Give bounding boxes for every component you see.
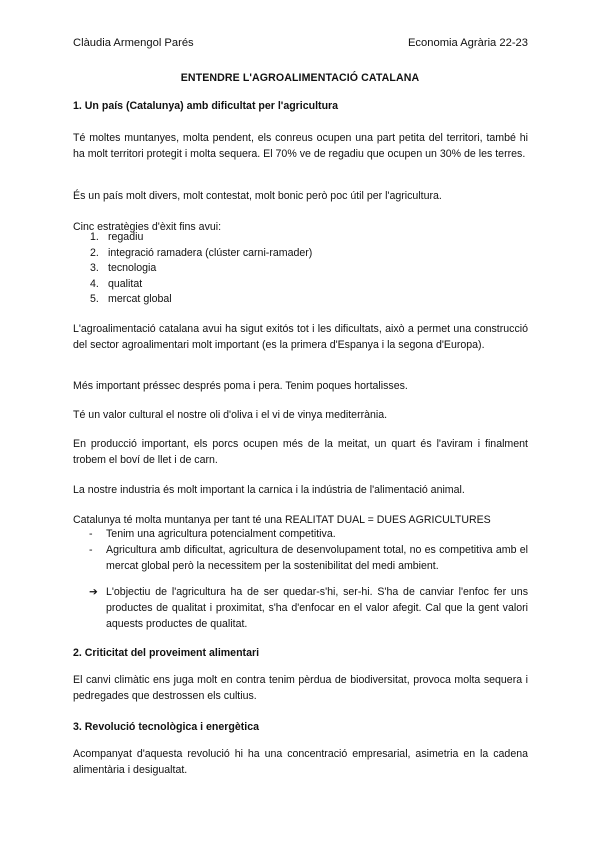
dash-bullet: - bbox=[89, 528, 93, 540]
section-1-paragraph-4: Més important préssec després poma i pera. Tenim poques hortalisses. bbox=[73, 380, 408, 392]
page-header bbox=[73, 37, 528, 49]
section-1-paragraph-3: L'agroalimentació catalana avui ha sigut exitós tot i les dificultats, això a permet una construcció del sector agroalimentari molt important (es la primera d'Espanya i la segona d'Europa). bbox=[73, 323, 528, 352]
dash-list-item: - Tenim una agricultura potencialment competitiva. bbox=[89, 527, 528, 543]
list-item: 1. regadiu bbox=[90, 231, 144, 243]
strategies-intro: Cinc estratègies d'èxit fins avui: bbox=[73, 221, 222, 233]
section-1-paragraph-5: Té un valor cultural el nostre oli d'oliva i el vi de vinya mediterrània. bbox=[73, 409, 388, 421]
section-1-paragraph-8: Catalunya té molta muntanya per tant té una REALITAT DUAL = DUES AGRICULTURES bbox=[73, 514, 491, 526]
list-item: 5. mercat global bbox=[90, 293, 172, 306]
list-item: 2. integració ramadera (clúster carni-ramader) bbox=[90, 246, 313, 259]
arrow-right-icon: ➔ bbox=[89, 586, 98, 598]
section-1-paragraph-2: És un país molt divers, molt contestat, molt bonic però poc útil per l'agricultura. bbox=[73, 190, 442, 202]
section-3-paragraph-1: Acompanyat d'aquesta revolució hi ha una concentració empresarial, asimetria en la cadena alimentària i desigualtat. bbox=[73, 748, 528, 777]
arrow-list-item: ➔ L'objectiu de l'agricultura ha de ser quedar-s'hi, ser-hi. S'ha de canviar l'enfoc fer uns productes de qualitat i proximitat, s'ha d'enfocar en el valor afegit. Cal que la gent valori aquests productes de qualitat. bbox=[89, 586, 528, 631]
section-2-heading: 2. Criticitat del proveiment alimentari bbox=[73, 647, 260, 659]
author-name: Clàudia Armengol Parés bbox=[73, 37, 194, 49]
section-1-paragraph-7: La nostre industria és molt important la carnica i la indústria de l'alimentació animal. bbox=[73, 484, 465, 496]
strategies-list bbox=[73, 230, 312, 308]
section-1-paragraph-1: Té moltes muntanyes, molta pendent, els conreus ocupen una part petita del territori, també hi ha molt territori protegit i molta sequera. El 70% ve de regadiu que ocupen un 30% de les terres. bbox=[73, 132, 528, 161]
document-title: ENTENDRE L'AGROALIMENTACIÓ CATALANA bbox=[180, 72, 420, 84]
dash-bullet: - bbox=[89, 544, 93, 556]
dash-list-item: - Agricultura amb dificultat, agricultura de desenvolupament total, no es competitiva amb el mercat global però la necessitem per la sostenibilitat del medi ambient. bbox=[89, 544, 528, 572]
course-name: Economia Agrària 22-23 bbox=[407, 37, 528, 49]
section-2-paragraph-1: El canvi climàtic ens juga molt en contra tenim pèrdua de biodiversitat, provoca molta sequera i pedregades que destrossen els cultius. bbox=[73, 674, 528, 703]
section-1-paragraph-6: En producció important, els porcs ocupen més de la meitat, un quart és l'aviram i finalment trobem el boví de llet i de carn. bbox=[73, 438, 528, 467]
section-3-heading: 3. Revolució tecnològica i energètica bbox=[73, 721, 260, 733]
section-1-heading: 1. Un país (Catalunya) amb dificultat per l'agricultura bbox=[73, 100, 339, 112]
list-item: 3. tecnologia bbox=[90, 262, 157, 275]
list-item: 4. qualitat bbox=[90, 277, 143, 290]
